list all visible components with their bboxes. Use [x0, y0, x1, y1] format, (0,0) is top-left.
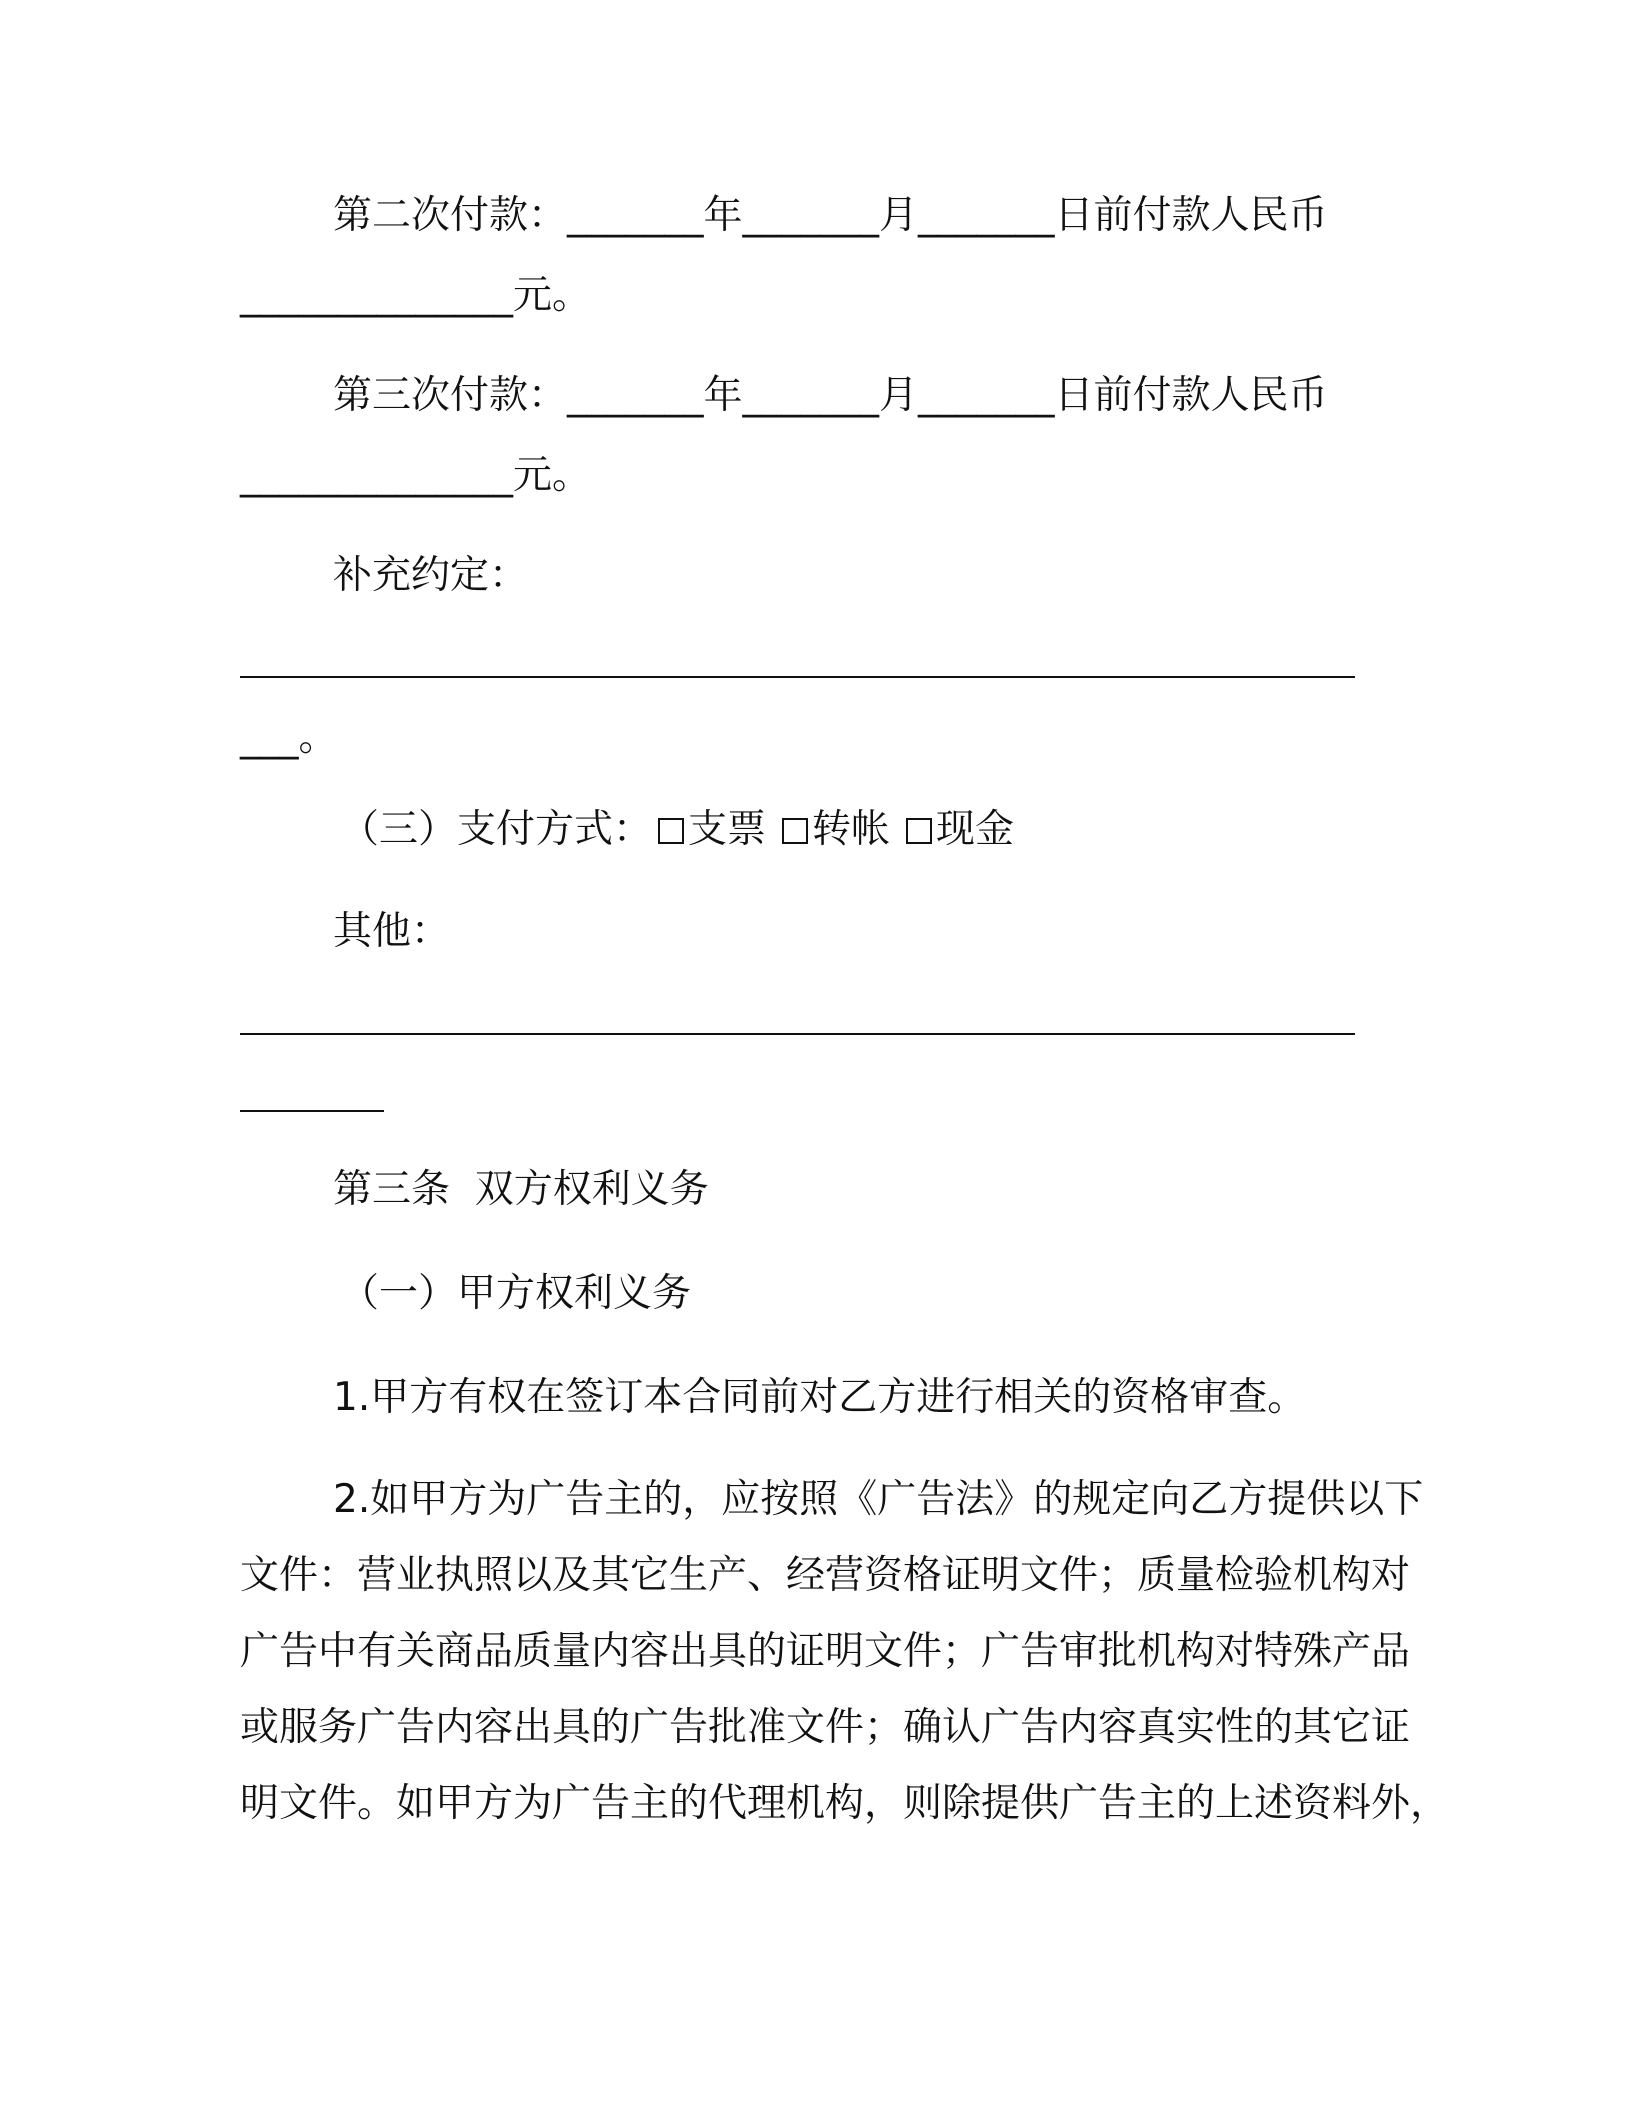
second-payment-amount: ______________元。 — [240, 273, 592, 318]
option-cash-label: 现金 — [936, 807, 1015, 852]
article-3-title: 第三条 双方权利义务 — [333, 1167, 709, 1212]
second-payment-line: 第二次付款：_______年_______月_______日前付款人民币 — [333, 193, 1328, 238]
other-label: 其他： — [333, 909, 451, 954]
item-2-line-1: 2.如甲方为广告主的，应按照《广告法》的规定向乙方提供以下 — [333, 1477, 1424, 1522]
item-2-line-4: 或服务广告内容出具的广告批准文件；确认广告内容真实性的其它证 — [240, 1705, 1411, 1750]
third-payment-amount: ______________元。 — [240, 453, 592, 498]
other-blank-line-1 — [240, 1033, 1355, 1035]
item-2-line-5: 明文件。如甲方为广告主的代理机构，则除提供广告主的上述资料外， — [240, 1781, 1450, 1826]
checkbox-cheque[interactable] — [658, 818, 684, 844]
option-transfer-label: 转帐 — [812, 807, 891, 852]
item-2-line-3: 广告中有关商品质量内容出具的证明文件；广告审批机构对特殊产品 — [240, 1629, 1411, 1674]
supplement-label: 补充约定： — [333, 553, 529, 598]
checkbox-cash[interactable] — [906, 818, 932, 844]
item-2-line-2: 文件：营业执照以及其它生产、经营资格证明文件；质量检验机构对 — [240, 1553, 1411, 1598]
third-payment-line: 第三次付款：_______年_______月_______日前付款人民币 — [333, 373, 1328, 418]
payment-method-line — [340, 806, 1020, 854]
party-a-title: （一）甲方权利义务 — [340, 1271, 692, 1316]
item-1: 1.甲方有权在签订本合同前对乙方进行相关的资格审查。 — [333, 1375, 1307, 1420]
supplement-blank-end: ___。 — [240, 715, 338, 760]
option-cheque-label: 支票 — [688, 807, 767, 852]
checkbox-transfer[interactable] — [782, 818, 808, 844]
other-blank-line-2 — [240, 1110, 384, 1112]
supplement-blank-line — [240, 676, 1355, 678]
payment-method-label: （三）支付方式： — [340, 807, 653, 852]
